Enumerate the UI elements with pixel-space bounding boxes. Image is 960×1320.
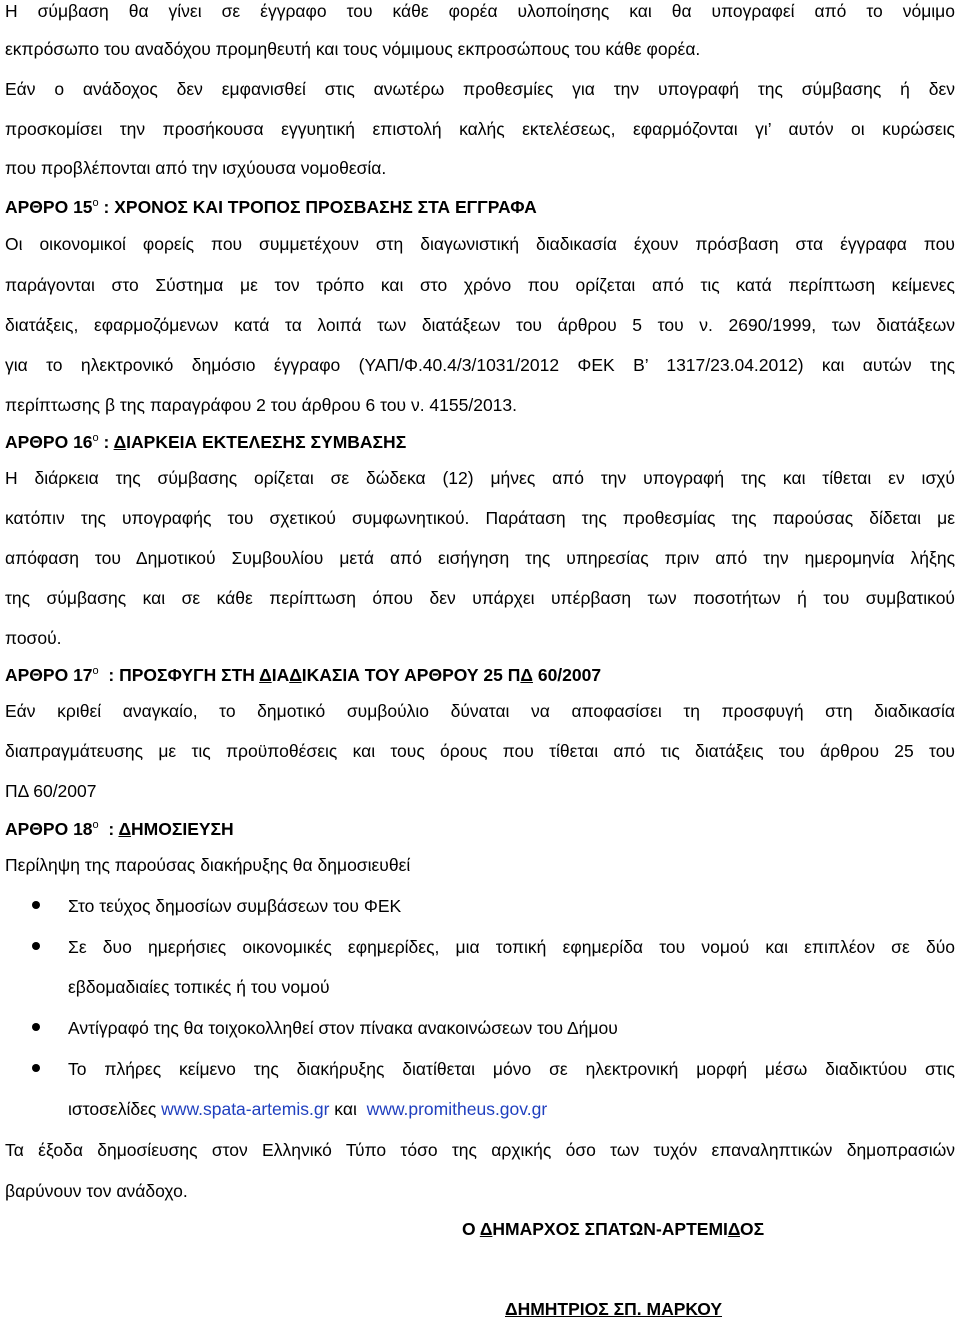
article-16-sep: : — [98, 432, 114, 452]
article-18-sep: : — [98, 819, 119, 839]
bullet-item-4-line-1: Το πλήρες κείμενο της διακήρυξης διατίθεται μόνο σε ηλεκτρονική μορφή μέσω διαδικτύου στις — [68, 1059, 955, 1079]
article-18-title: ΗΜΟΣΙΕΥΣΗ — [131, 819, 234, 839]
article-16-line-2: κατόπιν της υπογραφής του σχετικού συμφωνητικού. Παράταση της προθεσμίας της παρούσας δίδεται με — [5, 508, 955, 528]
article-16-underlined-letter: Δ — [113, 432, 127, 452]
intro-line-3: Εάν ο ανάδοχος δεν εμφανισθεί στις ανωτέρω προθεσμίες για την υπογραφή της σύμβασης ή δεν — [5, 79, 955, 99]
article-16-line-3: απόφαση του Δημοτικού Συμβουλίου μετά από εισήγηση της υπηρεσίας πριν από την ημερομηνία λήξης — [5, 548, 955, 568]
article-16-line-4: της σύμβασης και σε κάθε περίπτωση όπου δεν υπάρχει υπέρβαση των ποσοτήτων ή του συμβατικού — [5, 588, 955, 608]
bullet-item-4-line-2 — [68, 1098, 955, 1120]
closing-line-2: βαρύνουν τον ανάδοχο. — [5, 1181, 188, 1201]
websites-and: και — [329, 1099, 367, 1119]
article-18-underlined-letter: Δ — [118, 819, 132, 839]
intro-line-4: προσκομίσει την προσήκουσα εγγυητική επιστολή καλής εκτελέσεως, εφαρμόζονται γι’ αυτόν οι κυρώσεις — [5, 119, 955, 139]
article-17-underlined-letter-2: Δ — [289, 665, 302, 685]
bullet-item-3: Αντίγραφό της θα τοιχοκολληθεί στον πίνακα ανακοινώσεων του Δήμου — [68, 1018, 618, 1038]
signature-name: ΔΗΜΗΤΡΙΟΣ ΣΠ. ΜΑΡΚΟΥ — [505, 1299, 723, 1319]
signature-title — [462, 1218, 764, 1240]
bullet-item-2-line-1: Σε δυο ημερήσιες οικονομικές εφημερίδες, μια τοπική εφημερίδα του νομού και επιπλέον σε δύο — [68, 937, 955, 957]
article-18-number: ΑΡΘΡΟ 18 — [5, 819, 93, 839]
article-16-number: ΑΡΘΡΟ 16 — [5, 432, 93, 452]
ordinal-sup: ο — [92, 665, 99, 678]
bullet-item-1: Στο τεύχος δημοσίων συμβάσεων του ΦΕΚ — [68, 896, 402, 916]
signature-title-underlined-2: Δ — [727, 1219, 740, 1239]
article-15-line-4: για το ηλεκτρονικό δημόσιο έγγραφο (ΥΑΠ/Φ.40.4/3/1031/2012 ΦΕΚ Β’ 1317/23.04.2012) και αυτών της — [5, 355, 955, 375]
intro-line-1: Η σύμβαση θα γίνει σε έγγραφο του κάθε φορέα υλοποίησης και θα υπογραφεί από το νόμιμο — [5, 1, 955, 21]
website-link-spata-artemis[interactable]: www.spata-artemis.gr — [161, 1099, 330, 1119]
bullet-item-2-line-2: εβδομαδιαίες τοπικές ή του νομού — [68, 977, 330, 997]
closing-line-1: Τα έξοδα δημοσίευσης στον Ελληνικό Τύπο τόσο της αρχικής όσο των τυχόν επαναληπτικών δημοπρασιών — [5, 1140, 955, 1160]
article-15-line-2: παράγονται στο Σύστημα με τον τρόπο και στο χρόνο που ορίζεται από τις κατά περίπτωση κείμενες — [5, 275, 955, 295]
intro-line-2: εκπρόσωπο του αναδόχου προμηθευτή και τους νόμιμους εκπροσώπους του κάθε φορέα. — [5, 39, 701, 59]
article-17-number: ΑΡΘΡΟ 17 — [5, 665, 93, 685]
article-15-title: : ΧΡΟΝΟΣ ΚΑΙ ΤΡΟΠΟΣ ΠΡΟΣΒΑΣΗΣ ΣΤΑ ΕΓΓΡΑΦΑ — [98, 197, 537, 217]
article-17-underlined-letter-3: Δ — [520, 665, 533, 685]
article-17-title-b: ΙΑ — [271, 665, 290, 685]
signature-title-end: ΟΣ — [740, 1219, 765, 1239]
signature-title-pre: Ο — [462, 1219, 480, 1239]
bullet-icon — [32, 901, 40, 909]
bullet-icon — [32, 1064, 40, 1072]
intro-line-5: που προβλέπονται από την ισχύουσα νομοθεσία. — [5, 158, 387, 178]
website-link-promitheus[interactable]: www.promitheus.gov.gr — [366, 1099, 548, 1119]
signature-title-mid: ΗΜΑΡΧΟΣ ΣΠΑΤΩΝ-ΑΡΤΕΜΙ — [492, 1219, 728, 1239]
article-17-line-3: ΠΔ 60/2007 — [5, 781, 97, 801]
websites-label: ιστοσελίδες — [68, 1099, 162, 1119]
article-17-title-d: 60/2007 — [532, 665, 602, 685]
article-17-title-a: : ΠΡΟΣΦΥΓΗ ΣΤΗ — [98, 665, 260, 685]
bullet-icon — [32, 1023, 40, 1031]
article-15-heading — [5, 196, 537, 218]
article-17-heading — [5, 664, 601, 686]
signature-title-underlined-1: Δ — [479, 1219, 493, 1239]
ordinal-sup: ο — [92, 819, 99, 832]
bullet-icon — [32, 942, 40, 950]
ordinal-sup: ο — [92, 197, 99, 210]
article-15-line-3: διατάξεις, εφαρμοζόμενων κατά τα λοιπά των διατάξεων του άρθρου 5 του ν. 2690/1999, των διατάξεων — [5, 315, 955, 335]
article-18-heading — [5, 818, 234, 840]
article-16-title: ΙΑΡΚΕΙΑ ΕΚΤΕΛΕΣΗΣ ΣΥΜΒΑΣΗΣ — [126, 432, 407, 452]
article-16-line-1: Η διάρκεια της σύμβασης ορίζεται σε δώδεκα (12) μήνες από την υπογραφή της και τίθεται εν ισχύ — [5, 468, 955, 488]
article-15-line-5: περίπτωσης β της παραγράφου 2 του άρθρου 6 του ν. 4155/2013. — [5, 395, 518, 415]
article-15-line-1: Οι οικονομικοί φορείς που συμμετέχουν στη διαγωνιστική διαδικασία έχουν πρόσβαση στα έγγραφα που — [5, 234, 955, 254]
article-17-line-2: διαπραγμάτευσης με τις προϋποθέσεις και τους όρους που τίθεται από τις διατάξεις του άρθρου 25 του — [5, 741, 955, 761]
article-16-line-5: ποσού. — [5, 628, 62, 648]
article-17-title-c: ΙΚΑΣΙΑ ΤΟΥ ΑΡΘΡΟΥ 25 Π — [301, 665, 521, 685]
article-17-line-1: Εάν κριθεί αναγκαίο, το δημοτικό συμβούλιο δύναται να αποφασίσει τη προσφυγή στη διαδικασία — [5, 701, 955, 721]
ordinal-sup: ο — [92, 432, 99, 445]
article-17-underlined-letter-1: Δ — [259, 665, 272, 685]
article-16-heading — [5, 431, 406, 453]
article-15-number: ΑΡΘΡΟ 15 — [5, 197, 93, 217]
article-18-intro: Περίληψη της παρούσας διακήρυξης θα δημοσιευθεί — [5, 855, 411, 875]
